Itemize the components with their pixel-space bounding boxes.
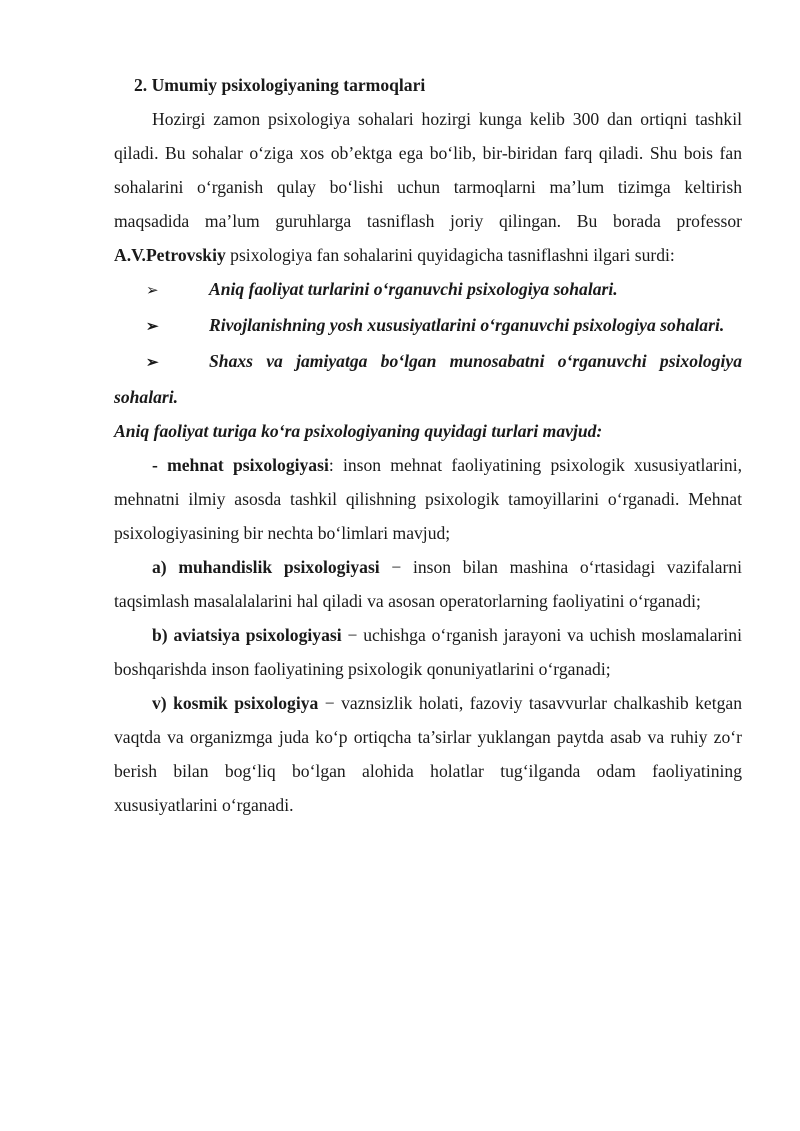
bullet-text: Rivojlanishning yosh xususiyatlarini o‘rganuvchi psixologiya sohalari. bbox=[209, 315, 725, 335]
definition-text: uchishga o‘rganish jarayoni va uchish moslamalarini boshqarishda inson faoliyatining psixologik qonuniyatlarini o‘rganadi; bbox=[114, 625, 742, 679]
definition-separator: − bbox=[318, 693, 335, 713]
bullet-text: Shaxs va jamiyatga bo‘lgan munosabatni o‘rganuvchi psixologiya sohalari. bbox=[114, 351, 742, 407]
intro-paragraph bbox=[114, 102, 742, 272]
arrow-bullet-icon: ➢ bbox=[146, 283, 159, 299]
definition-item bbox=[114, 686, 742, 822]
definition-term: b) aviatsiya psixologiyasi bbox=[152, 625, 342, 645]
definition-term: v) kosmik psixologiya bbox=[152, 693, 319, 713]
arrow-bullet-icon: ➢ bbox=[146, 319, 159, 335]
arrow-bullet-icon: ➢ bbox=[146, 355, 159, 371]
intro-text-after: psixologiya fan sohalarini quyidagicha tasniflashni ilgari surdi: bbox=[225, 245, 675, 265]
subheading: Aniq faoliyat turiga ko‘ra psixologiyaning quyidagi turlari mavjud: bbox=[114, 421, 603, 441]
definition-item bbox=[114, 618, 742, 686]
author-name: A.V.Petrovskiy bbox=[114, 245, 226, 265]
intro-text-before: Hozirgi zamon psixologiya sohalari hozirgi kunga kelib 300 dan ortiqni tashkil qiladi. Bu sohalar o‘ziga xos ob’ektga ega bo‘lib, bir-biridan farq qiladi. Shu bois fan sohalarini o‘rganish qulay bo‘lishi uchun tarmoqlarni ma’lum tizimga keltirish maqsadida ma’lum guruhlarga tasniflash joriy qilingan. Bu borada professor bbox=[114, 109, 742, 231]
bullet-text: Aniq faoliyat turlarini o‘rganuvchi psixologiya sohalari. bbox=[209, 279, 618, 299]
definition-separator: − bbox=[341, 625, 358, 645]
bullet-item bbox=[114, 344, 742, 414]
definition-separator: : bbox=[328, 455, 334, 475]
definition-text: vaznsizlik holati, fazoviy tasavvurlar chalkashib ketgan vaqtda va organizmga juda ko‘p ortiqcha ta’sirlar yuklangan paytda asab va ruhiy zo‘r berish bilan bog‘liq bo‘lgan alohida holatlar tug‘ilganda odam faoliyatining xususiyatlarini o‘rganadi. bbox=[114, 693, 742, 815]
definition-term: a) muhandislik psixologiyasi bbox=[152, 557, 380, 577]
bullet-item bbox=[114, 308, 742, 344]
definition-term: - mehnat psixologiyasi bbox=[152, 455, 329, 475]
section-heading: 2. Umumiy psixologiyaning tarmoqlari bbox=[134, 75, 426, 95]
definition-text: inson mehnat faoliyatining psixologik xususiyatlarini, mehnatni ilmiy asosda tashkil qilishning psixologik tamoyillarini o‘rganadi. Mehnat psixologiyasining bir nechta bo‘limlari mavjud; bbox=[114, 455, 742, 543]
definition-separator: − bbox=[379, 557, 402, 577]
document-page bbox=[114, 68, 742, 822]
bullet-item bbox=[114, 272, 742, 308]
definition-text: inson bilan mashina o‘rtasidagi vazifalarni taqsimlash masalalalarini hal qiladi va asosan operatorlarning faoliyatini o‘rganadi; bbox=[114, 557, 742, 611]
definition-item bbox=[114, 448, 742, 550]
definition-item bbox=[114, 550, 742, 618]
